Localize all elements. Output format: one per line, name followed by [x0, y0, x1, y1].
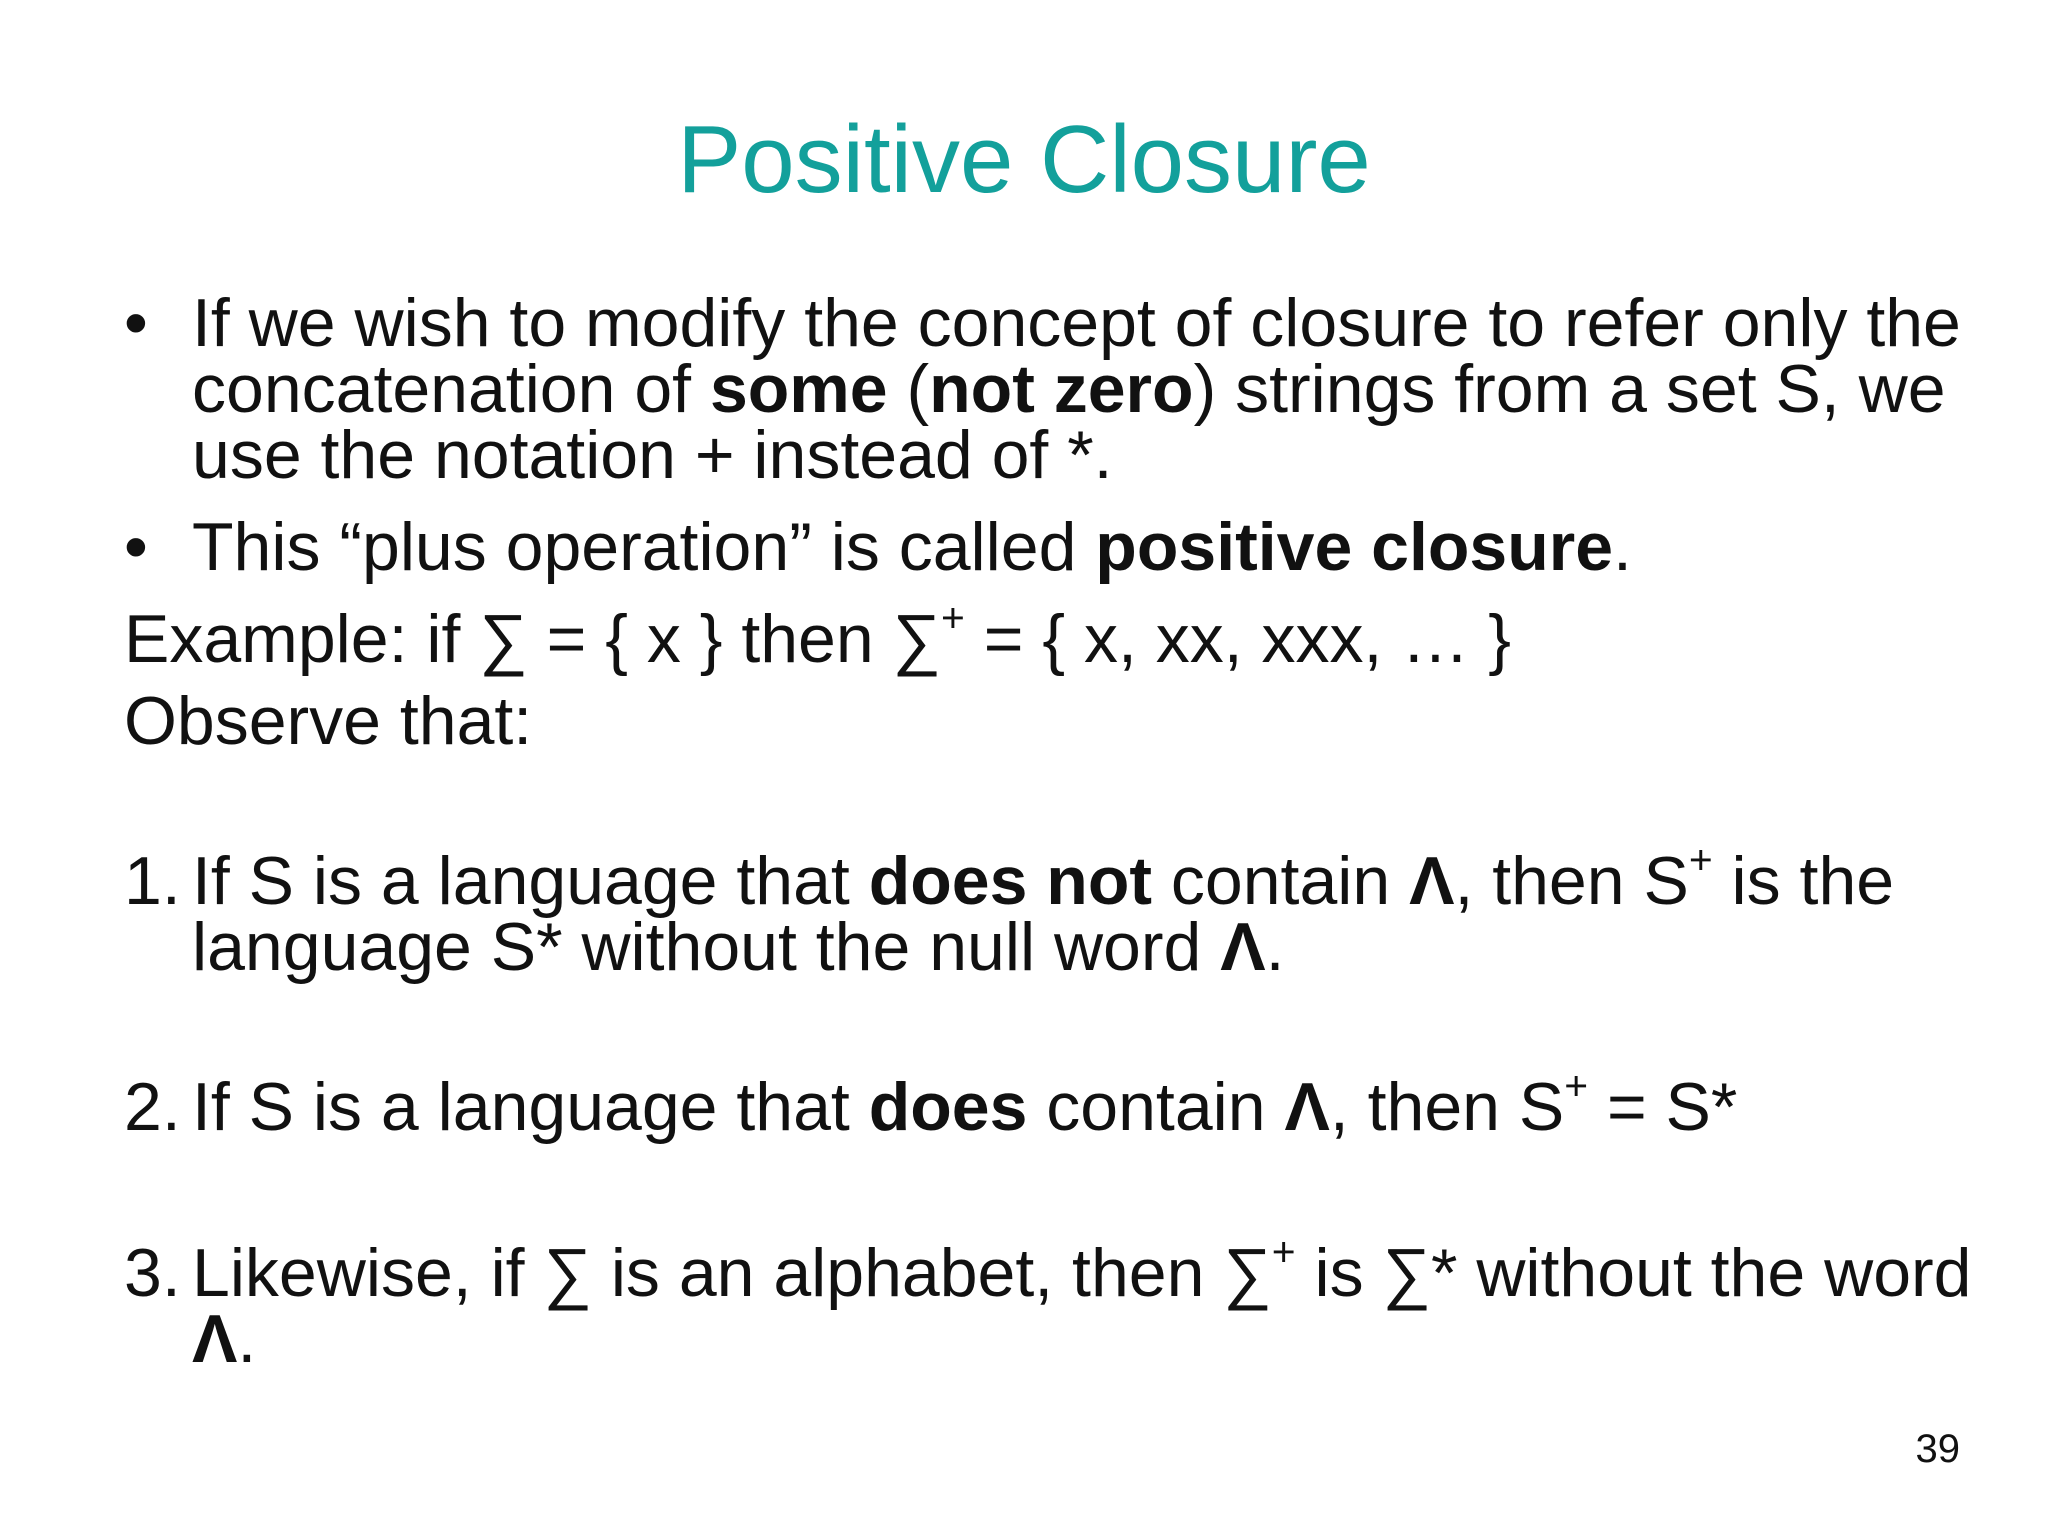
- bold-text: positive closure: [1095, 509, 1614, 585]
- slide-body: [124, 285, 1984, 1377]
- example-text: = { x, xx, xxx, … }: [964, 601, 1511, 677]
- superscript: +: [1271, 1228, 1296, 1275]
- superscript: +: [1688, 836, 1713, 883]
- bold-text: does: [868, 1069, 1028, 1145]
- page-number: 39: [1915, 1427, 1960, 1471]
- slide-title: Positive Closure: [677, 106, 1371, 213]
- item-number: 3.: [124, 1235, 181, 1311]
- bold-text: Λ: [1409, 843, 1455, 919]
- bullet-marker: •: [124, 285, 148, 361]
- bullet-text: (: [887, 351, 930, 427]
- numbered-item: [124, 1228, 1984, 1377]
- item-text: Likewise, if ∑ is an alphabet, then ∑: [192, 1235, 1272, 1311]
- item-text: If S is a language that: [192, 1069, 869, 1145]
- bold-text: does not: [868, 843, 1153, 919]
- item-text: is ∑* without the word: [1295, 1235, 1972, 1311]
- item-number: 1.: [124, 843, 181, 919]
- bullet-text: ) strings from a set S, we use the notation + instead of *.: [192, 351, 1946, 493]
- observe-line: Observe that:: [124, 683, 533, 759]
- bold-text: Λ: [1284, 1069, 1330, 1145]
- bullet-text: This “plus operation” is called: [192, 509, 1096, 585]
- item-number: 2.: [124, 1069, 181, 1145]
- numbered-item: [124, 836, 1984, 985]
- bullet-item: [124, 285, 1984, 493]
- item-text: = S*: [1588, 1069, 1738, 1145]
- item-text: .: [1265, 909, 1285, 985]
- example-text: Example: if ∑ = { x } then ∑: [124, 601, 942, 677]
- bold-text: Λ: [192, 1301, 238, 1377]
- item-text: , then S: [1329, 1069, 1565, 1145]
- item-text: .: [237, 1301, 257, 1377]
- item-text: contain: [1152, 843, 1410, 919]
- bullet-item: [124, 509, 1984, 585]
- bold-text: not zero: [929, 351, 1194, 427]
- bullet-text: .: [1613, 509, 1632, 585]
- superscript: +: [1564, 1062, 1589, 1109]
- bold-text: Λ: [1220, 909, 1266, 985]
- example-line: [124, 594, 1984, 677]
- item-text: contain: [1027, 1069, 1285, 1145]
- item-text: , then S: [1454, 843, 1689, 919]
- numbered-item: [124, 1062, 1984, 1145]
- bullet-marker: •: [124, 509, 148, 585]
- item-text: If S is a language that: [192, 843, 869, 919]
- bullet-text: If we wish to modify the concept of closure to refer only the concatenation of: [192, 285, 1961, 427]
- item-text: is the language S* without the null word: [192, 843, 1895, 985]
- bold-text: some: [709, 351, 888, 427]
- superscript: +: [941, 594, 965, 641]
